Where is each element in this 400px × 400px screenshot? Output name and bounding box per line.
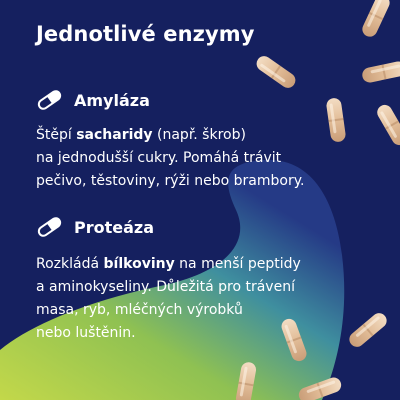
description-line: pečivo, těstoviny, rýži nebo brambory.	[36, 173, 305, 189]
description-line: nebo luštěnin.	[36, 325, 136, 341]
section-header-amylase	[36, 89, 150, 111]
section-title: Amyláza	[74, 90, 150, 110]
description-line: Rozkládá bílkoviny na menší peptidy	[36, 256, 301, 272]
section-header-protease	[36, 216, 154, 238]
section-description	[36, 124, 398, 193]
description-line: Štěpí sacharidy (např. škrob)	[36, 127, 246, 143]
section-title: Proteáza	[74, 217, 155, 237]
section-description	[36, 253, 398, 345]
description-line: masa, ryb, mléčných výrobků	[36, 302, 243, 318]
description-line: na jednodušší cukry. Pomáhá trávit	[36, 150, 282, 166]
capsule-decoration	[360, 0, 392, 39]
capsule-icon	[36, 89, 63, 111]
description-line: a aminokyseliny. Důležitá pro trávení	[36, 279, 295, 295]
capsule-icon	[36, 216, 63, 238]
capsule-decoration	[361, 60, 400, 84]
capsule-decoration	[254, 53, 299, 91]
page-title: Jednotlivé enzymy	[36, 22, 255, 46]
